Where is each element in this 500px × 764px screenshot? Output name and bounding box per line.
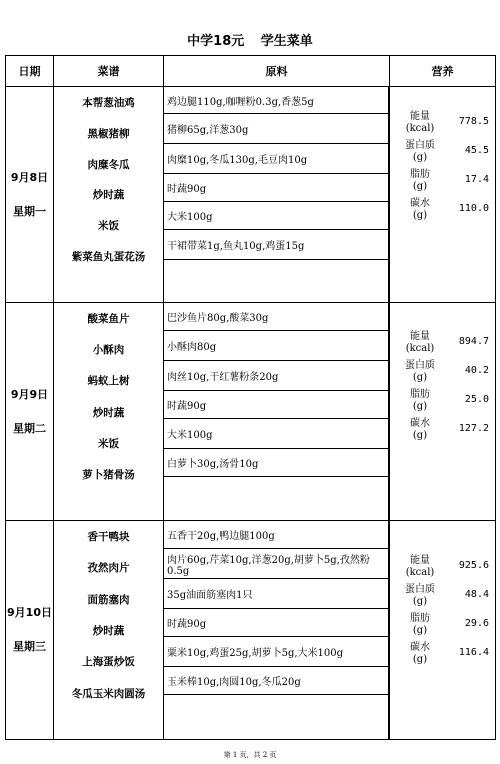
nutrition-label-unit: (g) [412, 401, 428, 412]
dish-cell [54, 87, 164, 303]
nutrition-label-unit: (g) [412, 210, 428, 221]
dish-name: 本帮葱油鸡 [82, 96, 135, 109]
ingredient-row: 巴沙鱼片80g,酸菜30g [164, 303, 389, 331]
nutrition-label [400, 331, 440, 355]
dish-name: 上海蛋炒饭 [82, 656, 135, 669]
ingredient-row: 白萝卜30g,汤骨10g [164, 449, 389, 477]
ingredient-row: 时蔬90g [164, 391, 389, 419]
nutrition-row [400, 111, 489, 140]
ingredient-row: 肉糜10g,冬瓜130g,毛豆肉10g [164, 144, 389, 174]
ingredient-row: 玉米棒10g,肉圆10g,冬瓜20g [164, 667, 389, 695]
day-date: 9月8日 [10, 170, 49, 184]
dish-name: 炒时蔬 [92, 406, 125, 419]
nutrition-label-name: 脂肪 [410, 613, 430, 624]
ingredient-row [164, 695, 389, 739]
day-date-cell [6, 521, 54, 740]
nutrition-cell [390, 521, 496, 740]
nutrition-value: 778.5 [458, 116, 489, 127]
header-row [6, 56, 496, 87]
header-nutrition: 营养 [390, 56, 496, 87]
ingredient-row: 猪柳65g,洋葱30g [164, 114, 389, 144]
dish-cell [54, 303, 164, 521]
nutrition-value: 925.6 [458, 560, 489, 571]
ingredient-row: 大米100g [164, 202, 389, 230]
menu-table [5, 55, 496, 740]
nutrition-row [400, 389, 489, 418]
nutrition-label-name: 碳水 [410, 198, 430, 209]
nutrition-label [400, 584, 440, 608]
ingredient-row: 五香干20g,鸭边腿100g [164, 521, 389, 549]
dish-name: 炒时蔬 [92, 625, 125, 638]
ingredient-row: 时蔬90g [164, 174, 389, 202]
dish-name: 米饭 [98, 220, 119, 233]
nutrition-row [400, 169, 489, 198]
ingredient-cell [164, 87, 390, 303]
nutrition-row [400, 642, 489, 671]
nutrition-label-name: 能量 [410, 111, 430, 122]
nutrition-label [400, 169, 440, 193]
ingredient-row: 时蔬90g [164, 609, 389, 637]
nutrition-label-name: 蛋白质 [405, 584, 435, 595]
nutrition-label [400, 198, 440, 222]
nutrition-row [400, 584, 489, 613]
dish-name: 酸菜鱼片 [87, 313, 130, 326]
nutrition-label-unit: (g) [412, 372, 428, 383]
nutrition-value: 110.0 [458, 203, 489, 214]
page-title [0, 30, 500, 49]
dish-name: 冬瓜玉米肉圆汤 [71, 687, 146, 700]
nutrition-row [400, 198, 489, 227]
dish-name: 小酥肉 [92, 344, 125, 357]
nutrition-label [400, 389, 440, 413]
nutrition-row [400, 331, 489, 360]
nutrition-label [400, 418, 440, 442]
nutrition-value: 29.6 [464, 618, 489, 629]
nutrition-label-unit: (kcal) [405, 567, 435, 578]
ingredient-row: 鸡边腿110g,咖喱粉0.3g,香葱5g [164, 87, 389, 114]
dish-name: 米饭 [98, 437, 119, 450]
ingredient-row: 干裙带菜1g,鱼丸10g,鸡蛋15g [164, 230, 389, 260]
dish-name: 面筋塞肉 [87, 593, 130, 606]
day-date: 9月9日 [10, 387, 49, 401]
dish-name: 萝卜猪骨汤 [82, 468, 135, 481]
day-block [6, 521, 496, 740]
day-block [6, 303, 496, 521]
header-ingredient: 原料 [164, 56, 390, 87]
nutrition-value: 894.7 [458, 336, 489, 347]
day-weekday: 星期三 [13, 640, 46, 653]
nutrition-row [400, 140, 489, 169]
nutrition-label-name: 蛋白质 [405, 360, 435, 371]
day-block [6, 87, 496, 303]
nutrition-label [400, 613, 440, 637]
dish-name: 蚂蚁上树 [87, 375, 130, 388]
nutrition-cell [390, 87, 496, 303]
ingredient-row: 大米100g [164, 419, 389, 449]
day-date-cell [6, 87, 54, 303]
ingredient-row [164, 260, 389, 302]
day-date: 9月10日 [7, 606, 52, 619]
nutrition-label-name: 碳水 [410, 418, 430, 429]
nutrition-label-unit: (g) [412, 596, 428, 607]
nutrition-label [400, 360, 440, 384]
nutrition-label-unit: (g) [412, 430, 428, 441]
dish-name: 炒时蔬 [92, 189, 125, 202]
ingredient-row: 肉丝10g,干红薯粉条20g [164, 361, 389, 391]
ingredient-row: 肉片60g,芹菜10g,洋葱20g,胡萝卜5g,孜然粉0.5g [164, 549, 389, 579]
nutrition-row [400, 360, 489, 389]
nutrition-value: 45.5 [464, 145, 489, 156]
nutrition-row [400, 418, 489, 447]
ingredient-row [164, 477, 389, 520]
dish-cell [54, 521, 164, 740]
ingredient-cell [164, 521, 390, 740]
day-date-cell [6, 303, 54, 521]
title-right: 学生菜单 [260, 34, 313, 49]
title-left: 中学18元 [187, 34, 245, 49]
dish-name: 香干鸭块 [87, 531, 130, 544]
nutrition-label-unit: (g) [412, 152, 428, 163]
nutrition-label-unit: (g) [412, 181, 428, 192]
nutrition-label [400, 111, 440, 135]
nutrition-value: 116.4 [458, 647, 489, 658]
nutrition-label-name: 脂肪 [410, 389, 430, 400]
day-weekday: 星期二 [13, 421, 46, 435]
nutrition-value: 40.2 [464, 365, 489, 376]
nutrition-value: 25.0 [464, 394, 489, 405]
nutrition-label-name: 能量 [410, 555, 430, 566]
dish-name: 黑椒猪柳 [87, 127, 130, 140]
nutrition-cell [390, 303, 496, 521]
nutrition-value: 48.4 [464, 589, 489, 600]
nutrition-row [400, 555, 489, 584]
nutrition-label [400, 140, 440, 164]
page-footer: 第 1 页，共 2 页 [223, 751, 277, 759]
ingredient-row: 35g油面筋塞肉1只 [164, 579, 389, 609]
nutrition-value: 127.2 [458, 423, 489, 434]
nutrition-label-name: 脂肪 [410, 169, 430, 180]
header-dish: 菜谱 [54, 56, 164, 87]
dish-name: 孜然肉片 [87, 562, 130, 575]
ingredient-row: 粟米10g,鸡蛋25g,胡萝卜5g,大米100g [164, 637, 389, 667]
dish-name: 紫菜鱼丸蛋花汤 [71, 251, 146, 264]
nutrition-label-unit: (g) [412, 625, 428, 636]
nutrition-label-unit: (kcal) [405, 123, 435, 134]
ingredient-cell [164, 303, 390, 521]
ingredient-row: 小酥肉80g [164, 331, 389, 361]
dish-name: 肉糜冬瓜 [87, 158, 130, 171]
nutrition-label-unit: (g) [412, 654, 428, 665]
nutrition-label-name: 蛋白质 [405, 140, 435, 151]
nutrition-label-name: 能量 [410, 331, 430, 342]
header-date: 日期 [6, 56, 54, 87]
nutrition-label [400, 642, 440, 666]
nutrition-row [400, 613, 489, 642]
nutrition-label [400, 555, 440, 579]
nutrition-label-unit: (kcal) [405, 343, 435, 354]
nutrition-value: 17.4 [464, 174, 489, 185]
day-weekday: 星期一 [13, 204, 46, 218]
nutrition-label-name: 碳水 [410, 642, 430, 653]
